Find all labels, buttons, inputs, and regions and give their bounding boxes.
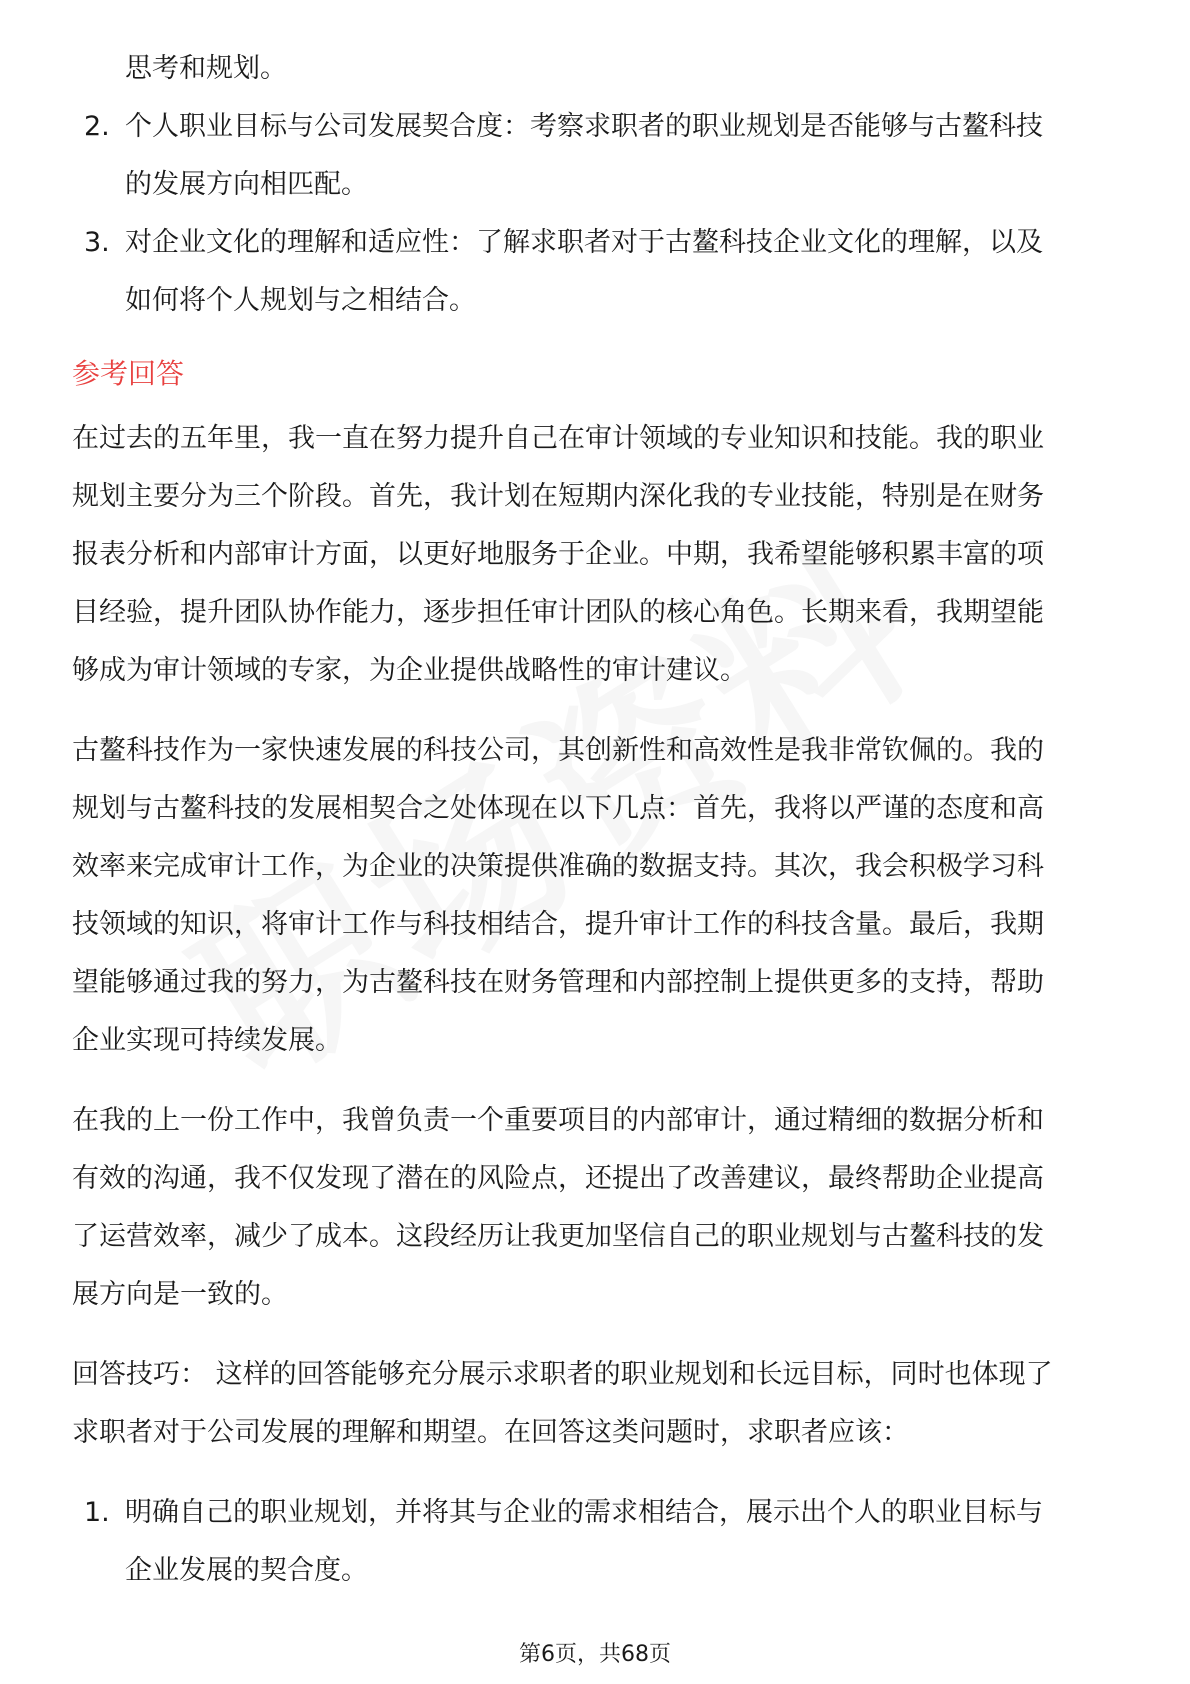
paragraph-line: 展方向是一致的。 [72,1279,288,1310]
paragraph-line: 规划与古鳌科技的发展相契合之处体现在以下几点：首先，我将以严谨的态度和高 [72,793,1044,824]
tips-list [72,1484,1122,1600]
paragraph-line: 目经验，提升团队协作能力，逐步担任审计团队的核心角色。长期来看，我期望能 [72,597,1044,628]
list-item [72,98,1122,214]
page-content [72,40,1122,1600]
list-continuation-line: 思考和规划。 [125,53,287,84]
paragraph-line: 够成为审计领域的专家，为企业提供战略性的审计建议。 [72,655,747,686]
list-item [72,214,1122,330]
paragraph-line: 望能够通过我的努力，为古鳌科技在财务管理和内部控制上提供更多的支持，帮助 [72,967,1044,998]
paragraph-line: 有效的沟通，我不仅发现了潜在的风险点，还提出了改善建议，最终帮助企业提高 [72,1163,1044,1194]
section-heading: 参考回答 [72,357,185,390]
list-item-line: 如何将个人规划与之相结合。 [125,285,476,316]
paragraph-line: 报表分析和内部审计方面，以更好地服务于企业。中期，我希望能够积累丰富的项 [72,539,1044,570]
tips-paragraph [72,1346,1122,1462]
paragraph-line: 在我的上一份工作中，我曾负责一个重要项目的内部审计，通过精细的数据分析和 [72,1105,1044,1136]
list-item [72,1484,1122,1600]
paragraph-line: 规划主要分为三个阶段。首先，我计划在短期内深化我的专业技能，特别是在财务 [72,481,1044,512]
paragraph-line: 了运营效率，减少了成本。这段经历让我更加坚信自己的职业规划与古鳌科技的发 [72,1221,1044,1252]
paragraph-line: 回答技巧： 这样的回答能够充分展示求职者的职业规划和长远目标，同时也体现了 [72,1359,1053,1390]
list-item-line: 企业发展的契合度。 [125,1555,368,1586]
answer-paragraph [72,722,1122,1070]
paragraph-line: 在过去的五年里，我一直在努力提升自己在审计领域的专业知识和技能。我的职业 [72,423,1044,454]
paragraph-line: 求职者对于公司发展的理解和期望。在回答这类问题时，求职者应该： [72,1417,909,1448]
paragraph-line: 古鳌科技作为一家快速发展的科技公司，其创新性和高效性是我非常钦佩的。我的 [72,735,1044,766]
list-item-line: 个人职业目标与公司发展契合度：考察求职者的职业规划是否能够与古鳌科技 [125,111,1043,142]
page-number-footer: 第6页，共68页 [519,1642,671,1667]
list-item-line: 对企业文化的理解和适应性：了解求职者对于古鳌科技企业文化的理解，以及 [125,227,1043,258]
criteria-list [72,98,1122,330]
list-item-number: 3. [84,227,110,258]
answer-paragraph [72,410,1122,700]
list-item-number: 2. [84,111,110,142]
list-item-number: 1. [84,1497,110,1528]
list-item-line: 明确自己的职业规划，并将其与企业的需求相结合，展示出个人的职业目标与 [125,1497,1043,1528]
paragraph-line: 效率来完成审计工作，为企业的决策提供准确的数据支持。其次，我会积极学习科 [72,851,1044,882]
paragraph-line: 技领域的知识，将审计工作与科技相结合，提升审计工作的科技含量。最后，我期 [72,909,1044,940]
answer-paragraph [72,1092,1122,1324]
paragraph-line: 企业实现可持续发展。 [72,1025,342,1056]
list-item-line: 的发展方向相匹配。 [125,169,368,200]
